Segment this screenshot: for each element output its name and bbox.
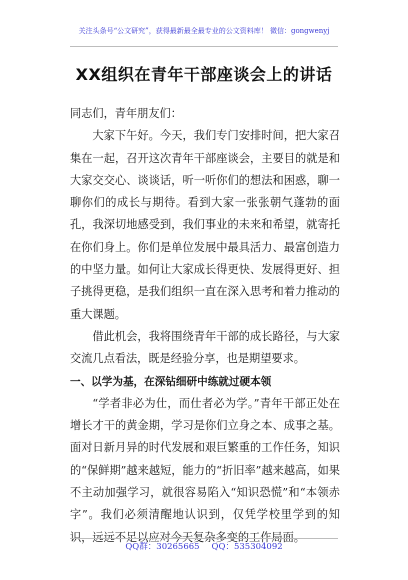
qq-group-number: QQ群：30265665 <box>125 542 200 552</box>
footer-divider <box>70 538 338 539</box>
qq-number: QQ：535304092 <box>211 542 283 552</box>
section-heading: 一、以学为基，在深钻细研中练就过硬本领 <box>70 375 272 388</box>
body-paragraph: 大家下午好。今天，我们专门安排时间，把大家召集在一起，召开这次青年干部座谈会，主要目的就是和大家交交心、谈谈话，听一听你们的想法和困惑，聊一聊你们的成长与期待。看到大家一张张朝气蓬勃的面孔，我深切地感受到，我们事业的未来和希望，就寄托在你们身上。你们是单位发展中最具活力、最富创造力的中坚力量。如何让大家成长得更快、发展得更好、担子挑得更稳，是我们组织一直在深入思考和着力推动的重大课题。 <box>70 129 340 321</box>
footer-contact <box>0 540 408 552</box>
document-body <box>70 103 340 549</box>
document-title: XX组织在青年干部座谈会上的讲话 <box>75 65 333 84</box>
header-divider <box>70 46 338 47</box>
header-note: 关注头条号“公文研究”，获得最新最全最专业的公文资料库！ 微信：gongwenyj <box>78 27 330 35</box>
salutation: 同志们，青年朋友们： <box>70 107 182 120</box>
section-paragraph: “学者非必为仕，而仕者必为学。”青年干部正处在增长才干的黄金期，学习是你们立身之本、成事之基。面对日新月异的时代发展和艰巨繁重的工作任务，知识的“保鲜期”越来越短，能力的“折旧率”越来越高，如果不主动加强学习，就很容易陷入“知识恐慌”和“本领赤字”。我们必须清醒地认识到，仅凭学校里学到的知识，远远不足以应对今天复杂多变的工作局面。 <box>70 396 340 544</box>
body-paragraph: 借此机会，我将围绕青年干部的成长路径，与大家交流几点看法，既是经验分享，也是期望要求。 <box>70 329 340 366</box>
